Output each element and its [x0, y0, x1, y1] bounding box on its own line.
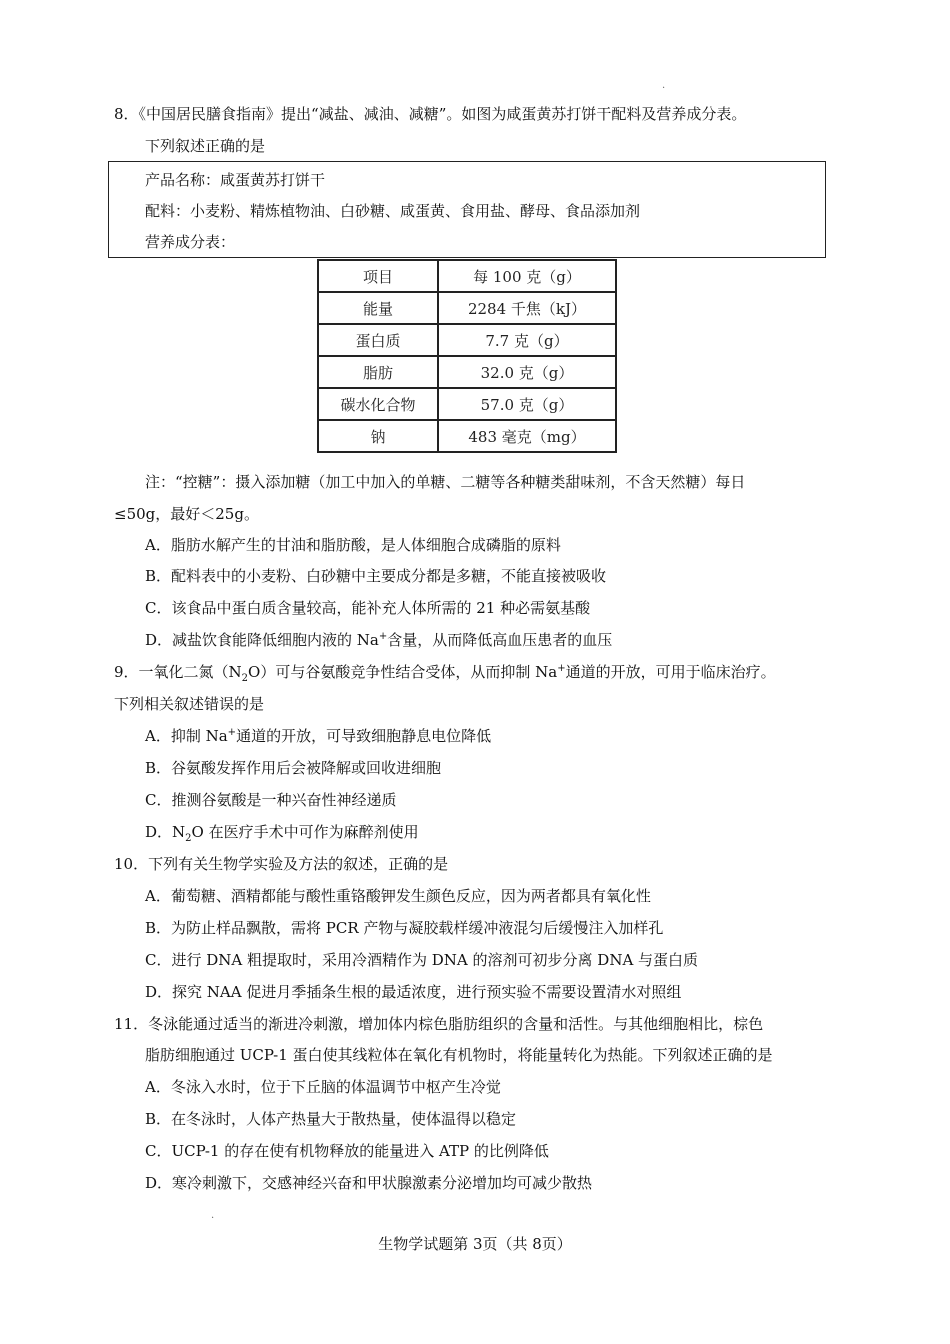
q10-stem: 10．下列有关生物学实验及方法的叙述，正确的是 [114, 855, 449, 873]
q9-stem-part-a: 9．一氧化二氮（N [114, 663, 242, 681]
q8-option-d [145, 630, 612, 650]
table-row [318, 356, 616, 388]
q9-option-b: B．谷氨酸发挥作用后会被降解或回收进细胞 [145, 759, 442, 777]
q9-option-d-text-pre: D．N [145, 823, 186, 841]
table-cell-item: 蛋白质 [318, 324, 438, 356]
subscript-2: 2 [241, 673, 249, 684]
table-cell-item: 脂肪 [318, 356, 438, 388]
table-cell-value: 每 100 克（g） [438, 260, 616, 292]
nutrition-table [317, 259, 617, 453]
q9-option-d [145, 822, 419, 842]
q9-stem-part-c: 通道的开放，可用于临床治疗。 [565, 663, 776, 681]
q9-stem-part-b: O）可与谷氨酸竞争性结合受体，从而抑制 Na [248, 663, 558, 681]
table-cell-value: 57.0 克（g） [438, 388, 616, 420]
q11-stem-line2: 脂肪细胞通过 UCP-1 蛋白使其线粒体在氧化有机物时，将能量转化为热能。下列叙述正确的是 [145, 1046, 773, 1064]
table-row [318, 388, 616, 420]
scan-dot-top: . [662, 80, 666, 91]
table-cell-item: 碳水化合物 [318, 388, 438, 420]
q8-option-d-text-post: 含量，从而降低高血压患者的血压 [387, 631, 613, 649]
superscript-plus: + [378, 631, 388, 642]
table-cell-value: 32.0 克（g） [438, 356, 616, 388]
table-row [318, 292, 616, 324]
q9-stem-line1 [114, 662, 776, 682]
q9-option-a-text-pre: A．抑制 Na [145, 727, 228, 745]
table-cell-value: 7.7 克（g） [438, 324, 616, 356]
q8-option-a: A．脂肪水解产生的甘油和脂肪酸，是人体细胞合成磷脂的原料 [145, 536, 561, 554]
q11-option-d: D．寒冷刺激下，交感神经兴奋和甲状腺激素分泌增加均可减少散热 [145, 1174, 593, 1192]
q8-option-b: B．配料表中的小麦粉、白砂糖中主要成分都是多糖，不能直接被吸收 [145, 567, 607, 585]
table-cell-item: 能量 [318, 292, 438, 324]
q9-option-c: C．推测谷氨酸是一种兴奋性神经递质 [145, 791, 397, 809]
nutrition-title: 营养成分表： [145, 233, 236, 251]
q8-stem-line2: 下列叙述正确的是 [145, 137, 266, 155]
scan-dot-bottom: . [211, 1210, 215, 1221]
table-row [318, 324, 616, 356]
product-name: 产品名称：咸蛋黄苏打饼干 [145, 171, 326, 189]
q8-note-line2: ≤50g，最好＜25g。 [114, 505, 259, 523]
q8-stem-line1: 8．《中国居民膳食指南》提出“减盐、减油、减糖”。如图为咸蛋黄苏打饼干配料及营养成分表。 [114, 105, 747, 123]
q8-option-d-text-pre: D．减盐饮食能降低细胞内液的 Na [145, 631, 379, 649]
q9-stem-line2: 下列相关叙述错误的是 [114, 695, 265, 713]
q10-option-c: C．进行 DNA 粗提取时，采用冷酒精作为 DNA 的溶剂可初步分离 DNA 与蛋白质 [145, 951, 699, 969]
table-cell-item: 项目 [318, 260, 438, 292]
q9-option-d-text-post: O 在医疗手术中可作为麻醉剂使用 [191, 823, 419, 841]
table-cell-item: 钠 [318, 420, 438, 452]
q11-option-b: B．在冬泳时，人体产热量大于散热量，使体温得以稳定 [145, 1110, 517, 1128]
q11-stem-line1: 11．冬泳能通过适当的渐进冷刺激，增加体内棕色脂肪组织的含量和活性。与其他细胞相比，棕色 [114, 1015, 764, 1033]
table-cell-value: 483 毫克（mg） [438, 420, 616, 452]
q9-option-a [145, 726, 491, 746]
q11-option-a: A．冬泳入水时，位于下丘脑的体温调节中枢产生冷觉 [145, 1078, 501, 1096]
superscript-plus: + [227, 727, 237, 738]
product-ingredients: 配料：小麦粉、精炼植物油、白砂糖、咸蛋黄、食用盐、酵母、食品添加剂 [145, 202, 641, 220]
table-row [318, 260, 616, 292]
subscript-2: 2 [185, 833, 192, 844]
product-info-box [108, 161, 826, 258]
table-row [318, 420, 616, 452]
page-footer: 生物学试题第 3页（共 8页） [378, 1235, 572, 1253]
q8-note-line1: 注：“控糖”：摄入添加糖（加工中加入的单糖、二糖等各种糖类甜味剂，不含天然糖）每日 [145, 473, 746, 491]
superscript-plus: + [557, 663, 566, 674]
table-cell-value: 2284 千焦（kJ） [438, 292, 616, 324]
q9-option-a-text-post: 通道的开放，可导致细胞静息电位降低 [236, 727, 492, 745]
q10-option-d: D．探究 NAA 促进月季插条生根的最适浓度，进行预实验不需要设置清水对照组 [145, 983, 682, 1001]
q10-option-a: A．葡萄糖、酒精都能与酸性重铬酸钾发生颜色反应，因为两者都具有氧化性 [145, 887, 651, 905]
q8-option-c: C．该食品中蛋白质含量较高，能补充人体所需的 21 种必需氨基酸 [145, 599, 591, 617]
q11-option-c: C．UCP-1 的存在使有机物释放的能量进入 ATP 的比例降低 [145, 1142, 549, 1160]
q10-option-b: B．为防止样品飘散，需将 PCR 产物与凝胶载样缓冲液混匀后缓慢注入加样孔 [145, 919, 664, 937]
